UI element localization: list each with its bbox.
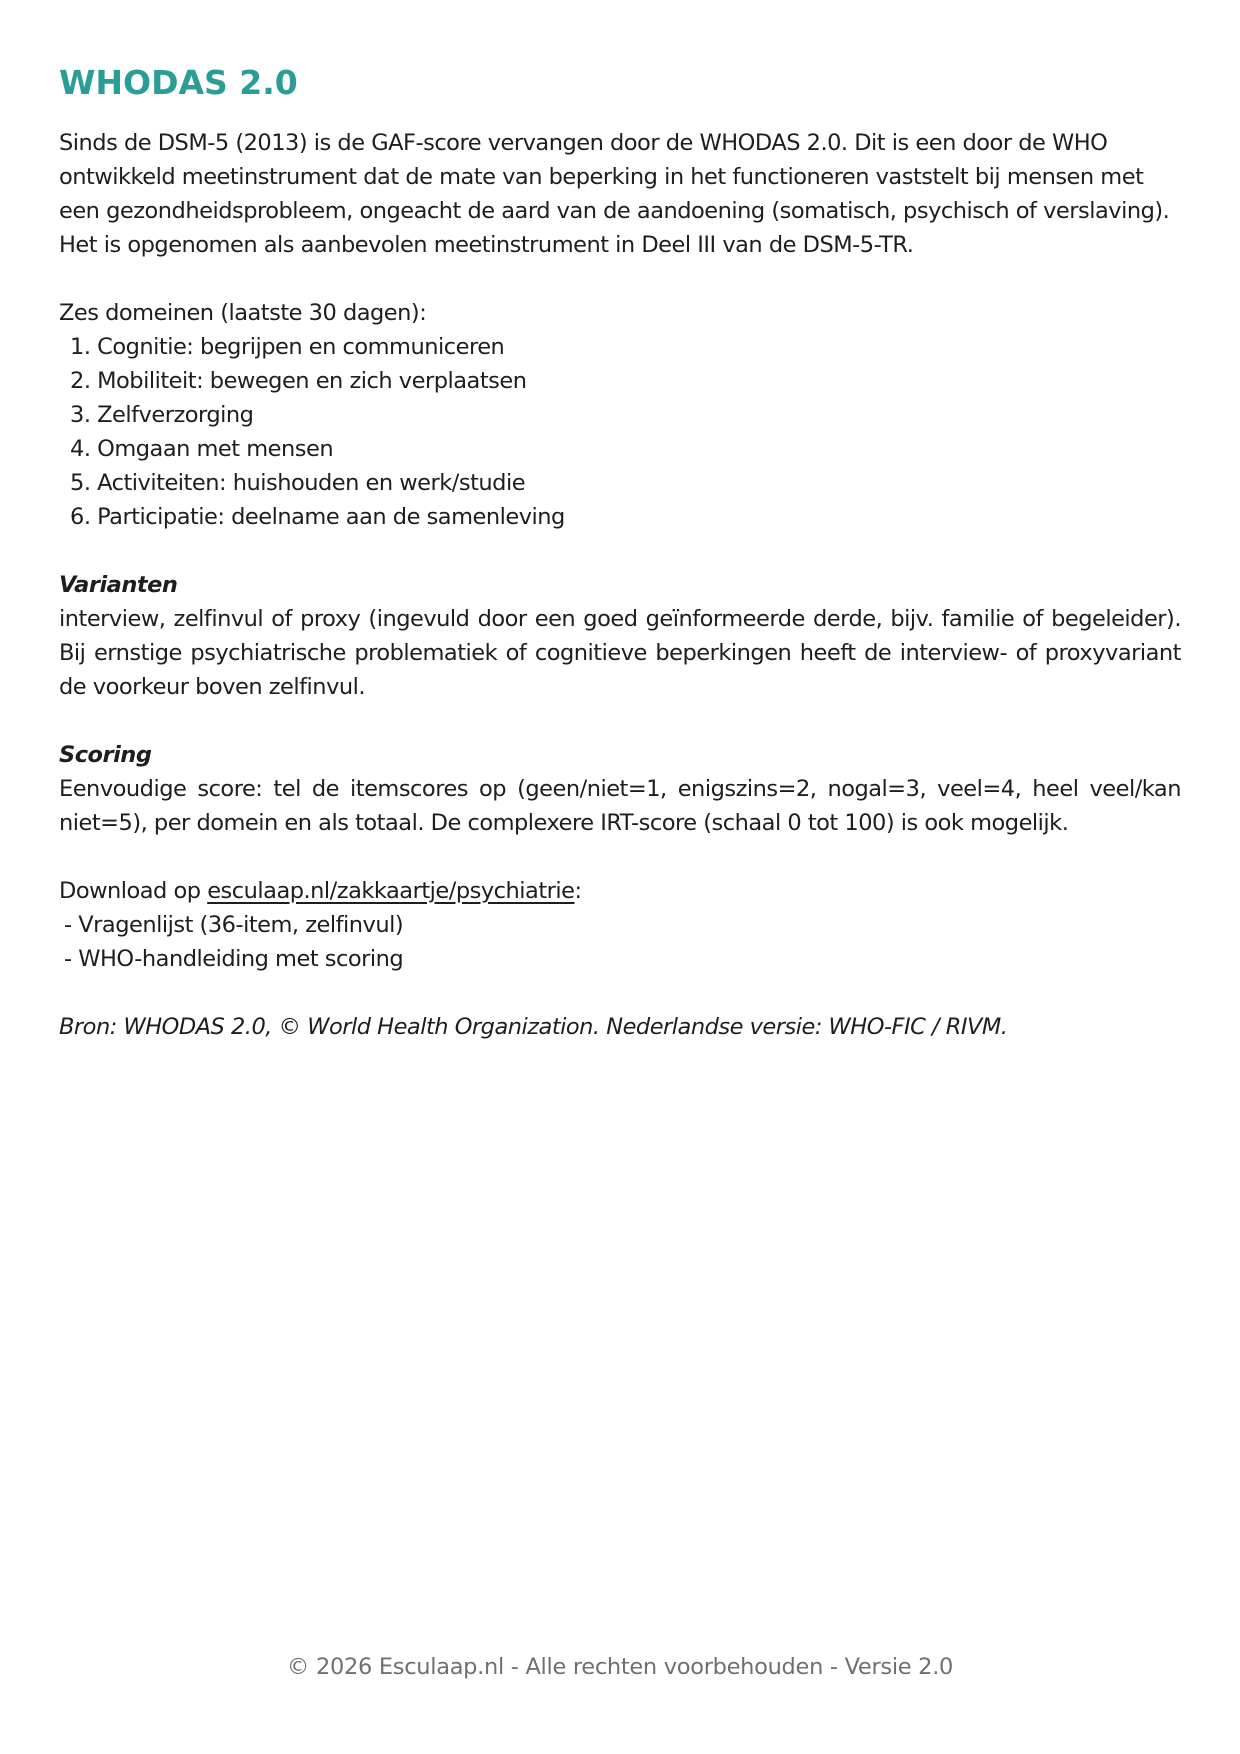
variants-text: interview, zelfinvul of proxy (ingevuld door een goed geïnformeerde derde, bijv. familie of begeleider). Bij ernstige psychiatrische problematiek of cognitieve beperkingen heeft de interview- of proxyvariant de voorkeur boven zelfinvul. [59,606,1181,700]
domain-item-life-activities: 5. Activiteiten: huishouden en werk/studie [70,470,526,496]
download-link[interactable]: esculaap.nl/zakkaartje/psychiatrie [207,878,575,904]
download-item-manual: - WHO-handleiding met scoring [64,946,404,972]
download-suffix: : [574,878,582,904]
download-list [59,908,1181,976]
domain-item-participation: 6. Participatie: deelname aan de samenleving [70,504,565,530]
download-item-questionnaire: - Vragenlijst (36-item, zelfinvul) [64,912,404,938]
domain-item-self-care: 3. Zelfverzorging [70,402,254,428]
domain-item-cognition: 1. Cognitie: begrijpen en communiceren [70,334,505,360]
intro-paragraph: Sinds de DSM-5 (2013) is de GAF-score vervangen door de WHODAS 2.0. Dit is een door de WHO ontwikkeld meetinstrument dat de mate van beperking in het functioneren vaststelt bij mensen met een gezondheidsprobleem, ongeacht de aard van de aandoening (somatisch, psychisch of verslaving). Het is opgenomen als aanbevolen meetinstrument in Deel III van de DSM-5-TR. [59,130,1170,258]
download-section [59,874,1181,976]
spacer [59,534,1181,568]
scoring-section [59,738,1181,840]
spacer [59,840,1181,874]
scoring-text: Eenvoudige score: tel de itemscores op (geen/niet=1, enigszins=2, nogal=3, veel=4, heel veel/kan niet=5), per domein en als totaal. De complexere IRT-score (schaal 0 tot 100) is ook mogelijk. [59,776,1181,836]
spacer [59,704,1181,738]
variants-section [59,568,1181,704]
domain-list [59,330,1181,534]
source-note: Bron: WHODAS 2.0, © World Health Organization. Nederlandse versie: WHO-FIC / RIVM. [59,1014,1008,1040]
spacer [59,976,1181,1010]
document-page [59,58,1181,1044]
variants-heading: Varianten [59,572,178,598]
domain-item-getting-along: 4. Omgaan met mensen [70,436,334,462]
scoring-heading: Scoring [59,742,152,768]
domains-section [59,296,1181,534]
download-prefix: Download op [59,878,208,904]
domains-heading: Zes domeinen (laatste 30 dagen): [59,300,427,326]
page-footer: © 2026 Esculaap.nl - Alle rechten voorbehouden - Versie 2.0 [286,1654,954,1680]
domain-item-mobility: 2. Mobiliteit: bewegen en zich verplaatsen [70,368,527,394]
download-line [59,874,1181,908]
page-title: WHODAS 2.0 [59,63,298,102]
spacer [59,262,1181,296]
